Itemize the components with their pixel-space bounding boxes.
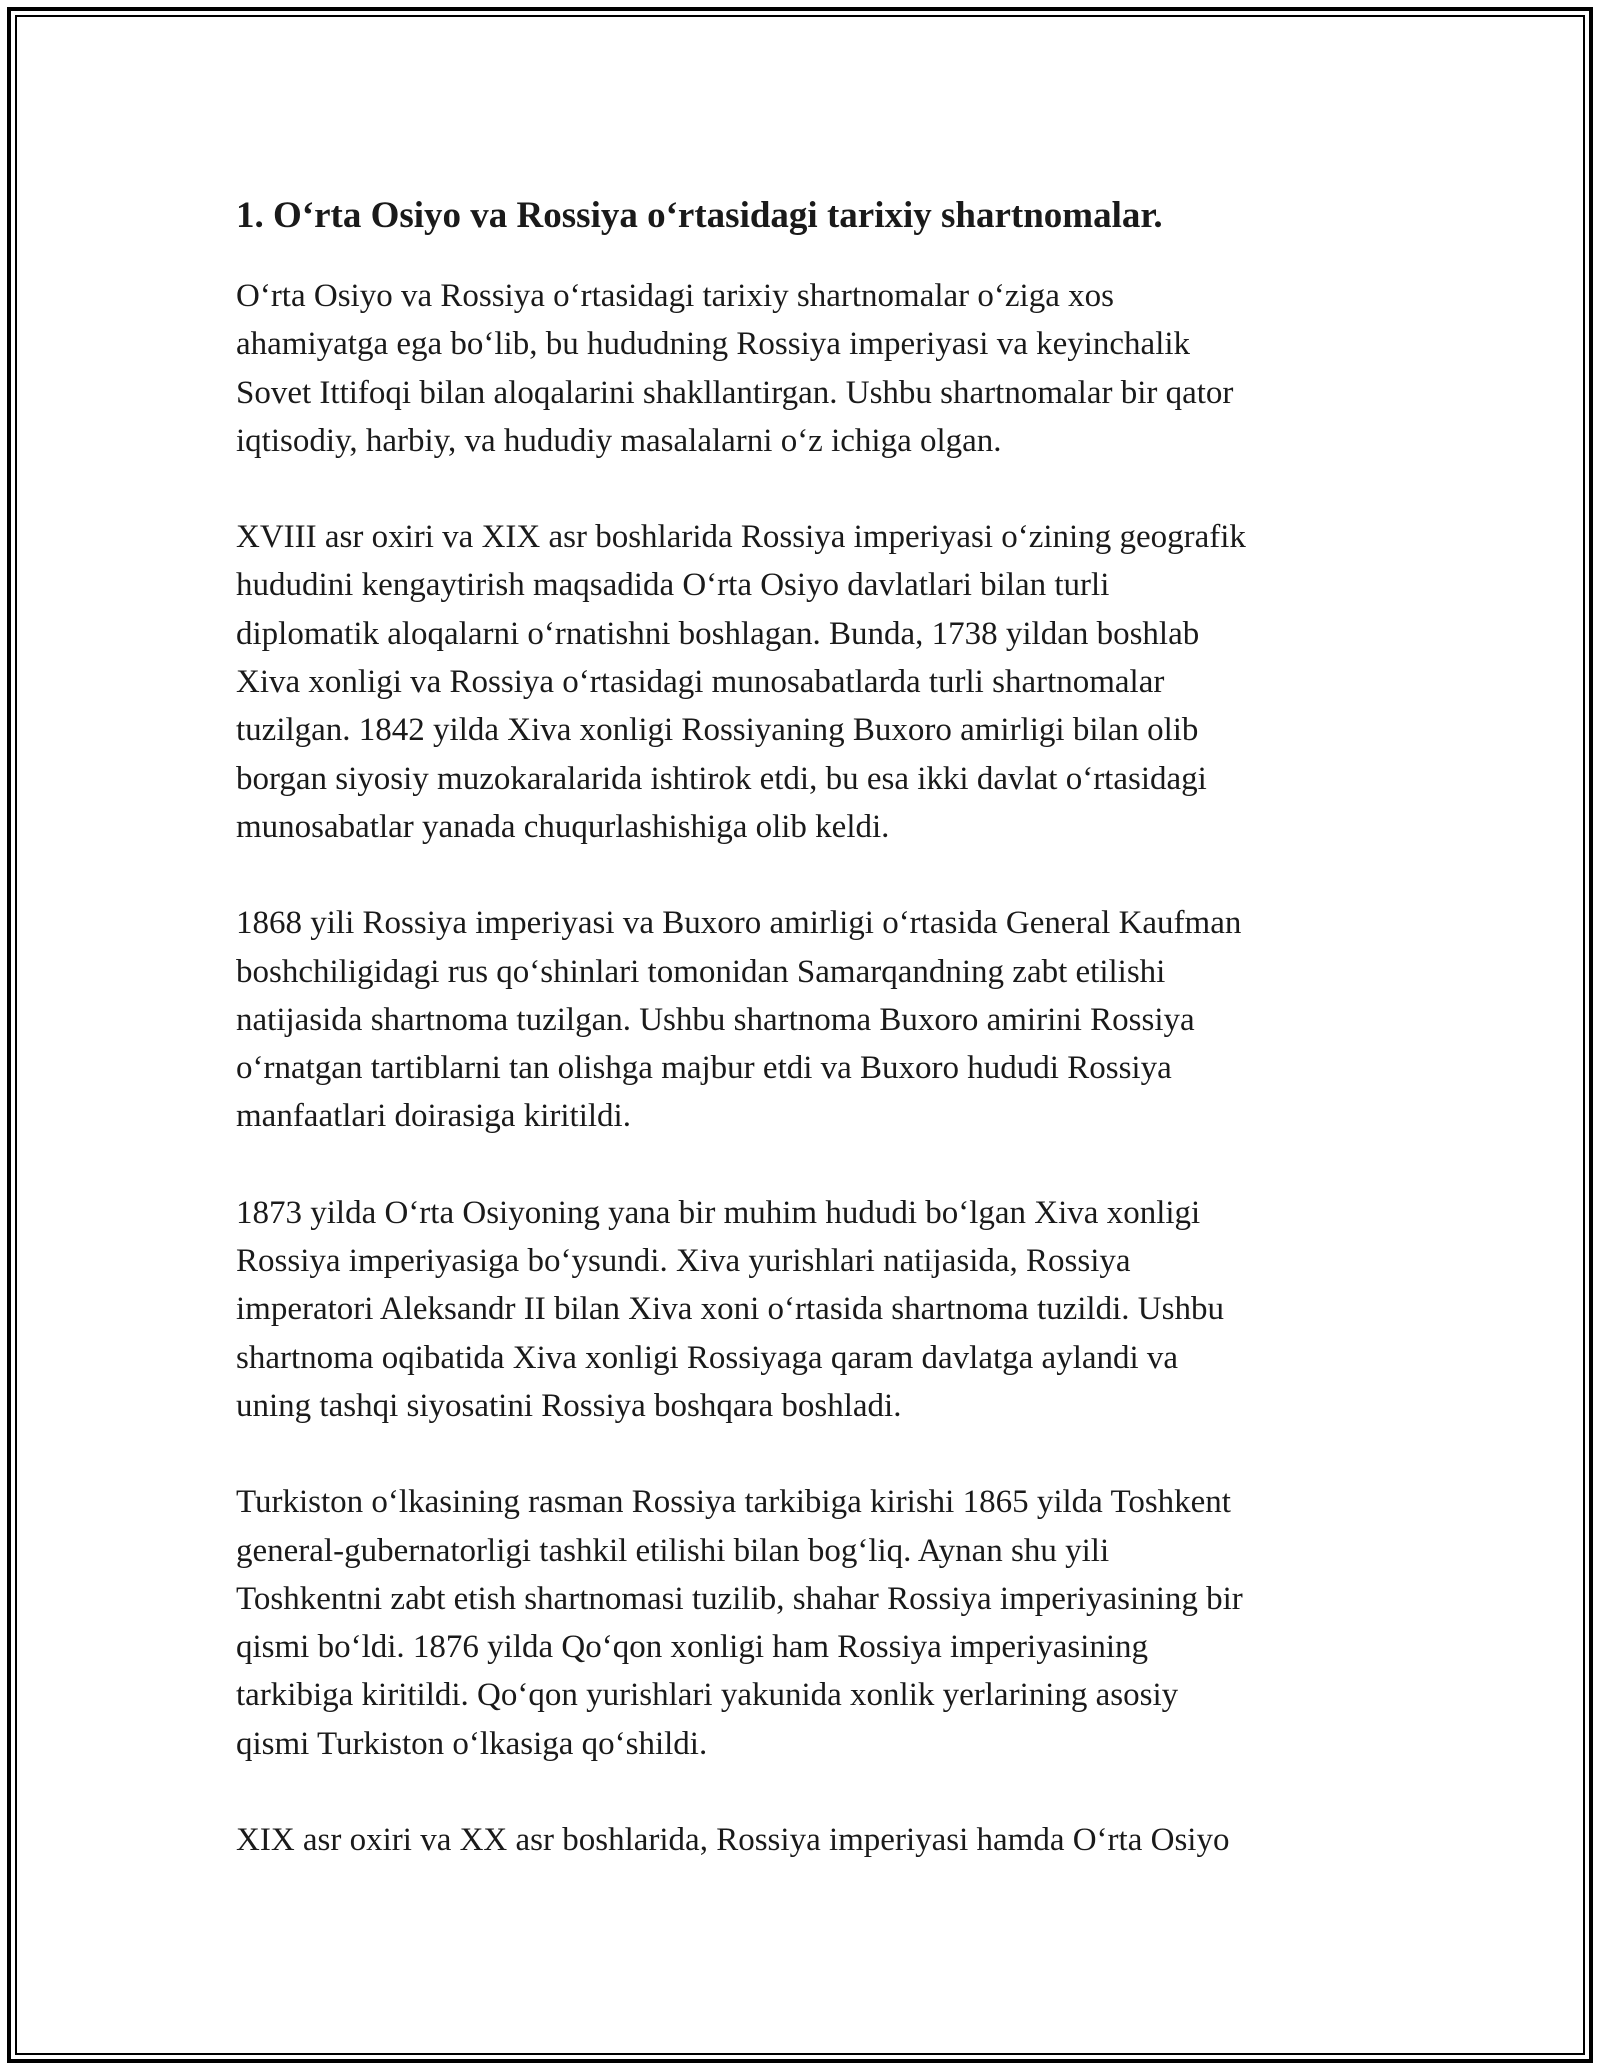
paragraph-line: 1873 yilda O‘rta Osiyoning yana bir muhim hududi bo‘lgan Xiva xonligi — [236, 1194, 1201, 1231]
paragraph-5 — [236, 1478, 1364, 1768]
paragraph-line: Toshkentni zabt etish shartnomasi tuzilib, shahar Rossiya imperiyasining bir — [236, 1580, 1243, 1617]
paragraph-line: uning tashqi siyosatini Rossiya boshqara boshladi. — [236, 1387, 902, 1424]
paragraph-line: Sovet Ittifoqi bilan aloqalarini shakllantirgan. Ushbu shartnomalar bir qator — [236, 374, 1234, 411]
paragraph-line: imperatori Aleksandr II bilan Xiva xoni o‘rtasida shartnoma tuzildi. Ushbu — [236, 1291, 1224, 1328]
paragraph-line: hududini kengaytirish maqsadida O‘rta Osiyo davlatlari bilan turli — [236, 567, 1110, 604]
paragraph-line: O‘rta Osiyo va Rossiya o‘rtasidagi tarixiy shartnomalar o‘ziga xos — [236, 278, 1114, 314]
paragraph-line: borgan siyosiy muzokaralarida ishtirok etdi, bu esa ikki davlat o‘rtasidagi — [236, 760, 1207, 797]
paragraph-line: Xiva xonligi va Rossiya o‘rtasidagi munosabatlarda turli shartnomalar — [236, 664, 1165, 701]
paragraph-4 — [236, 1189, 1364, 1430]
paragraph-line: Rossiya imperiyasiga bo‘ysundi. Xiva yurishlari natijasida, Rossiya — [236, 1243, 1131, 1280]
paragraph-line: qismi bo‘ldi. 1876 yilda Qo‘qon xonligi ham Rossiya imperiyasining — [236, 1629, 1149, 1666]
paragraph-line: tarkibiga kiritildi. Qo‘qon yurishlari yakunida xonlik yerlarining asosiy — [236, 1677, 1179, 1714]
paragraph-line: diplomatik aloqalarni o‘rnatishni boshlagan. Bunda, 1738 yildan boshlab — [236, 615, 1200, 652]
paragraph-line: shartnoma oqibatida Xiva xonligi Rossiyaga qaram davlatga aylandi va — [236, 1339, 1179, 1376]
paragraph-line: ahamiyatga ega bo‘lib, bu hududning Rossiya imperiyasi va keyinchalik — [236, 326, 1191, 363]
paragraph-line: general-gubernatorligi tashkil etilishi bilan bog‘liq. Aynan shu yili — [236, 1532, 1110, 1569]
paragraph-line: tuzilgan. 1842 yilda Xiva xonligi Rossiyaning Buxoro amirligi bilan olib — [236, 712, 1199, 749]
paragraph-line: XVIII asr oxiri va XIX asr boshlarida Rossiya imperiyasi o‘zining geografik — [236, 519, 1246, 556]
paragraph-line: munosabatlar yanada chuqurlashishiga olib keldi. — [236, 808, 890, 845]
paragraph-3 — [236, 899, 1364, 1140]
paragraph-1 — [236, 272, 1364, 465]
paragraph-6 — [236, 1816, 1364, 1864]
paragraph-line: qismi Turkiston o‘lkasiga qo‘shildi. — [236, 1725, 708, 1762]
paragraph-2 — [236, 513, 1364, 851]
section-heading: 1. O‘rta Osiyo va Rossiya o‘rtasidagi tarixiy shartnomalar. — [236, 195, 1163, 236]
paragraph-line: iqtisodiy, harbiy, va hududiy masalalarni o‘z ichiga olgan. — [236, 422, 1002, 459]
document-body — [236, 186, 1364, 1912]
paragraph-line: boshchiligidagi rus qo‘shinlari tomonidan Samarqandning zabt etilishi — [236, 953, 1166, 990]
paragraph-line: Turkiston o‘lkasining rasman Rossiya tarkibiga kirishi 1865 yilda Toshkent — [236, 1484, 1231, 1521]
paragraph-line: natijasida shartnoma tuzilgan. Ushbu shartnoma Buxoro amirini Rossiya — [236, 1001, 1195, 1038]
paragraph-line: XIX asr oxiri va XX asr boshlarida, Rossiya imperiyasi hamda O‘rta Osiyo — [236, 1822, 1230, 1859]
paragraph-line: o‘rnatgan tartiblarni tan olishga majbur etdi va Buxoro hududi Rossiya — [236, 1050, 1172, 1087]
paragraph-line: manfaatlari doirasiga kiritildi. — [236, 1098, 631, 1135]
paragraph-line: 1868 yili Rossiya imperiyasi va Buxoro amirligi o‘rtasida General Kaufman — [236, 905, 1242, 942]
